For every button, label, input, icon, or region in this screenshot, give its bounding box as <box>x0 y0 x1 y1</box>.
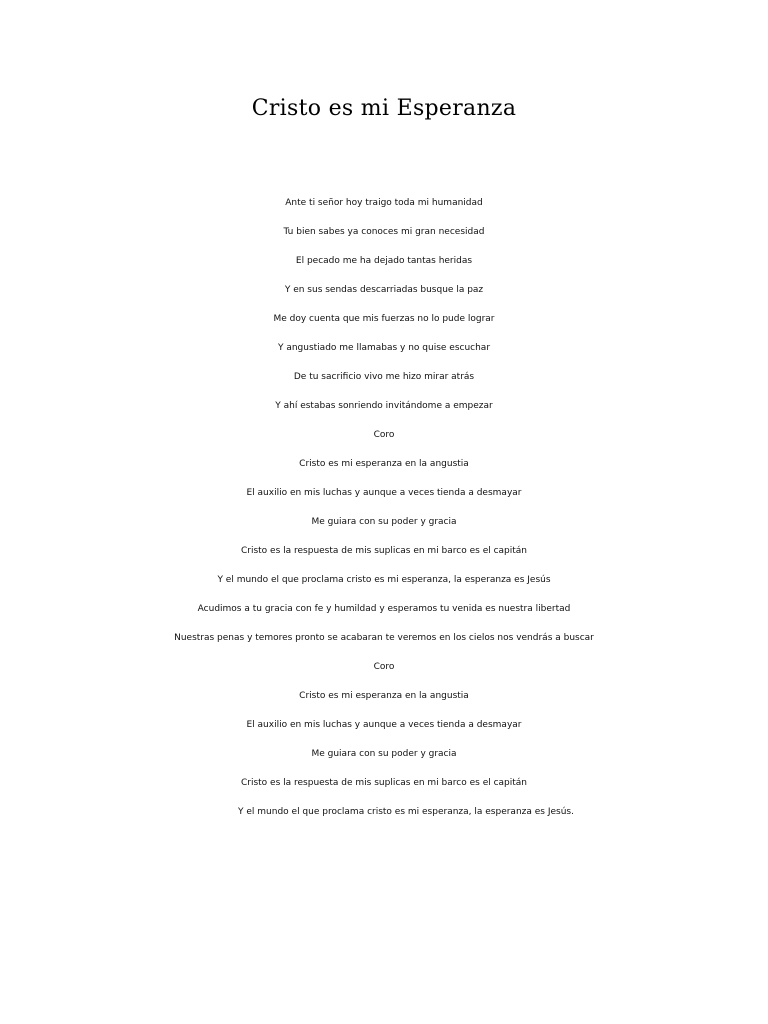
lyric-line: Cristo es mi esperanza en la angustia <box>299 691 469 701</box>
lyric-line: Y en sus sendas descarriadas busque la paz <box>284 285 484 295</box>
song-title: Cristo es mi Esperanza <box>251 96 517 121</box>
lyrics-list <box>0 192 768 830</box>
lyric-line: De tu sacrificio vivo me hizo mirar atrás <box>293 372 475 382</box>
lyric-line: Cristo es la respuesta de mis suplicas en mi barco es el capitán <box>240 778 528 788</box>
lyric-line: El pecado me ha dejado tantas heridas <box>295 256 473 266</box>
lyric-line: Tu bien sabes ya conoces mi gran necesidad <box>283 227 485 237</box>
lyric-line: Acudimos a tu gracia con fe y humildad y esperamos tu venida es nuestra libertad <box>197 604 571 614</box>
lyric-line: Cristo es la respuesta de mis suplicas en mi barco es el capitán <box>240 546 528 556</box>
lyric-line: Ante ti señor hoy traigo toda mi humanidad <box>285 198 483 208</box>
lyric-line: Me doy cuenta que mis fuerzas no lo pude lograr <box>273 314 495 324</box>
lyric-line: Y el mundo el que proclama cristo es mi esperanza, la esperanza es Jesús <box>217 575 551 585</box>
lyric-line: Y ahí estabas sonriendo invitándome a empezar <box>275 401 493 411</box>
lyric-line: Me guiara con su poder y gracia <box>311 517 457 527</box>
lyric-line: Y angustiado me llamabas y no quise escuchar <box>277 343 491 353</box>
lyric-line: El auxilio en mis luchas y aunque a veces tienda a desmayar <box>246 488 522 498</box>
chorus-label: Coro <box>373 430 395 440</box>
lyric-line: El auxilio en mis luchas y aunque a veces tienda a desmayar <box>246 720 522 730</box>
lyric-line: Nuestras penas y temores pronto se acabaran te veremos en los cielos nos vendrás a buscar <box>174 633 594 643</box>
lyric-line: Y el mundo el que proclama cristo es mi esperanza, la esperanza es Jesús. <box>238 807 574 817</box>
chorus-label: Coro <box>373 662 395 672</box>
lyric-line: Cristo es mi esperanza en la angustia <box>299 459 469 469</box>
lyric-line: Me guiara con su poder y gracia <box>311 749 457 759</box>
